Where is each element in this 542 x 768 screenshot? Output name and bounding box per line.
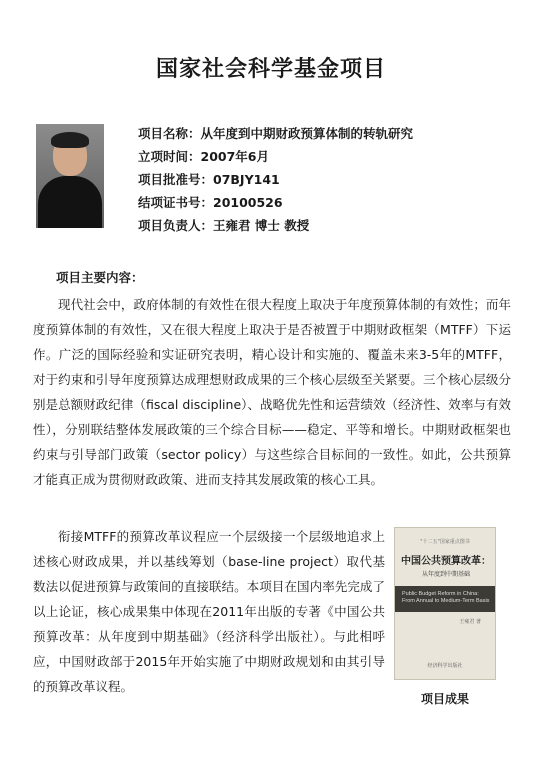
project-info: [138, 122, 413, 237]
book-english-title-2: From Annual to Medium-Term Basis: [402, 598, 490, 604]
project-start-date: 立项时间：2007年6月: [138, 149, 269, 164]
portrait-body: [38, 176, 102, 228]
book-english-title-1: Public Budget Reform in China:: [402, 591, 479, 597]
researcher-portrait: [36, 124, 104, 228]
project-certificate-number: 结项证书号：20100526: [138, 195, 283, 210]
body-paragraph-1: 现代社会中，政府体制的有效性在很大程度上取决于年度预算体制的有效性；而年度预算体制的有效性，又在很大程度上取决于是否被置于中期财政框架（MTFF）下运作。广泛的国际经验和实证研究表明，精心设计和实施的、覆盖未来3-5年的MTFF，对于约束和引导年度预算达成理想财政成果的三个核心层级至关紧要。三个核心层级分别是总额财政纪律（fiscal discipline）、战略优先性和运营绩效（经济性、效率与有效性），分别联结整体发展政策的三个综合目标——稳定、平等和增长。中期财政框架也约束与引导部门政策（sector policy）与这些综合目标间的一致性。如此，公共预算才能真正成为贯彻财政政策、进而支持其发展政策的核心工具。: [33, 297, 511, 487]
book-series: "十二五"国家重点图书: [420, 539, 470, 545]
book-publisher: 经济科学出版社: [427, 663, 463, 669]
project-leader: 项目负责人：王雍君 博士 教授: [138, 218, 310, 233]
book-author: 王雍君 著: [459, 619, 481, 625]
book-caption: 项目成果: [420, 692, 469, 706]
project-approval-number: 项目批准号：07BJY141: [138, 172, 280, 187]
book-subtitle: 从年度到中期基础: [421, 571, 470, 578]
portrait-hair: [51, 132, 89, 148]
book-english-band: [395, 586, 495, 612]
book-title: 中国公共预算改革：: [401, 556, 491, 567]
book-cover-image: [394, 527, 496, 680]
body-paragraph-2: 衔接MTFF的预算改革议程应一个层级接一个层级地追求上述核心财政成果，并以基线筹划（base-line project）取代基数法以促进预算与政策间的直接联结。本项目在国内率先完成了以上论证，核心成果集中体现在2011年出版的专著《中国公共预算改革：从年度到中期基础》（经济科学出版社）。与此相呼应，中国财政部于2015年开始实施了中期财政规划和由其引导的预算改革议程。: [33, 529, 385, 694]
project-name: 项目名称：从年度到中期财政预算体制的转轨研究: [138, 126, 414, 141]
page-title: 国家社会科学基金项目: [155, 57, 386, 82]
main-content-heading: 项目主要内容：: [56, 270, 144, 285]
